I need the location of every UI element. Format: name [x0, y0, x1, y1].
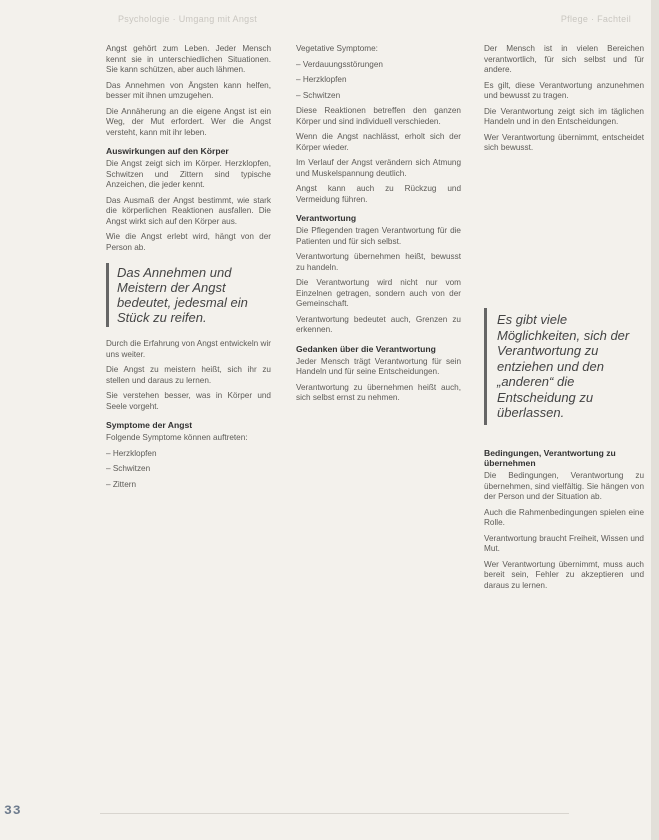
column-3-bottom [484, 440, 644, 596]
running-head-right: Pflege · Fachteil [560, 14, 631, 24]
paragraph: Wer Verantwortung übernimmt, muss auch bereit sein, Fehler zu akzeptieren und daraus zu lernen. [484, 559, 644, 590]
paragraph: Diese Reaktionen betreffen den ganzen Körper und sind individuell verschieden. [296, 106, 461, 126]
paragraph: Durch die Erfahrung von Angst entwickeln wir uns weiter. [106, 339, 271, 359]
page-number: 33 [4, 803, 22, 818]
paragraph: Verantwortung bedeutet auch, Grenzen zu erkennen. [296, 314, 461, 334]
paragraph: Es gilt, diese Verantwortung anzunehmen und bewusst zu tragen. [484, 80, 644, 100]
paragraph: Wie die Angst erlebt wird, hängt von der Person ab. [106, 232, 271, 252]
running-head-left: Psychologie · Umgang mit Angst [118, 14, 258, 24]
pull-quote: Es gibt viele Möglichkeiten, sich der Verantwortung zu entziehen und den „anderen“ die Entscheidung zu überlassen. [484, 308, 647, 425]
paragraph: Die Verantwortung zeigt sich im täglichen Handeln und in den Entscheidungen. [484, 106, 644, 126]
paragraph: Folgende Symptome können auftreten: [106, 433, 248, 442]
paragraph: Wenn die Angst nachlässt, erholt sich der Körper wieder. [296, 132, 461, 152]
paragraph: Die Annäherung an die eigene Angst ist ein Weg, der Mut erfordert. Wer die Angst versteht, kann mit ihr leben. [106, 106, 271, 137]
paragraph: Der Mensch ist in vielen Bereichen verantwortlich, für sich selbst und für andere. [484, 44, 644, 74]
list-item: – Herzklopfen [296, 75, 347, 84]
section-heading: Verantwortung [296, 213, 357, 223]
pull-quote: Das Annehmen und Meistern der Angst bedeutet, jedesmal ein Stück zu reifen. [106, 263, 271, 327]
column-3-top [484, 44, 644, 159]
list-item: – Schwitzen [296, 90, 341, 100]
paragraph: Angst gehört zum Leben. Jeder Mensch kennt sie in unterschiedlichen Situationen. Sie kann schützen, aber auch lähmen. [106, 44, 271, 74]
column-1 [106, 44, 271, 495]
paragraph: Die Pflegenden tragen Verantwortung für die Patienten und für sich selbst. [296, 226, 461, 246]
list-item: – Herzklopfen [106, 448, 157, 458]
section-heading: Gedanken über die Verantwortung [296, 343, 436, 354]
footer-rule [100, 813, 569, 814]
paragraph: Die Verantwortung wird nicht nur vom Einzelnen getragen, sondern auch von der Gemeinschaft. [296, 278, 461, 308]
paragraph: Verantwortung übernehmen heißt, bewusst zu handeln. [296, 252, 461, 272]
section-heading: Symptome der Angst [106, 420, 193, 430]
paragraph: Verantwortung braucht Freiheit, Wissen und Mut. [484, 533, 644, 553]
paragraph: Die Angst zu meistern heißt, sich ihr zu stellen und daraus zu lernen. [106, 365, 271, 385]
paragraph: Angst kann auch zu Rückzug und Vermeidung führen. [296, 184, 461, 204]
paragraph: Verantwortung zu übernehmen heißt auch, sich selbst ernst zu nehmen. [296, 382, 461, 402]
section-heading: Auswirkungen auf den Körper [106, 146, 229, 156]
paragraph: Vegetative Symptome: [296, 44, 378, 53]
paragraph: Die Angst zeigt sich im Körper. Herzklopfen, Schwitzen und Zittern sind typische Anzeichen, die jeder kennt. [106, 159, 271, 189]
paragraph: Im Verlauf der Angst verändern sich Atmung und Muskelspannung deutlich. [296, 158, 461, 178]
section-heading: Bedingungen, Verantwortung zu übernehmen [484, 448, 616, 468]
paragraph: Sie verstehen besser, was in Körper und Seele vorgeht. [106, 391, 271, 411]
paragraph: Auch die Rahmenbedingungen spielen eine Rolle. [484, 507, 644, 527]
list-item: – Schwitzen [106, 464, 151, 473]
list-item: – Zittern [106, 479, 137, 489]
list-item: – Verdauungsstörungen [296, 59, 383, 69]
paragraph: Die Bedingungen, Verantwortung zu übernehmen, sind vielfältig. Sie hängen von der Person und der Situation ab. [484, 471, 644, 501]
paragraph: Das Annehmen von Ängsten kann helfen, besser mit ihnen umzugehen. [106, 80, 271, 100]
paragraph: Wer Verantwortung übernimmt, entscheidet sich bewusst. [484, 132, 644, 152]
column-2 [296, 44, 461, 409]
paragraph: Das Ausmaß der Angst bestimmt, wie stark die körperlichen Reaktionen ausfallen. Die Angst wirkt sich auf den Körper aus. [106, 195, 271, 226]
page-edge [651, 0, 659, 840]
paragraph: Jeder Mensch trägt Verantwortung für sein Handeln und für seine Entscheidungen. [296, 356, 461, 376]
